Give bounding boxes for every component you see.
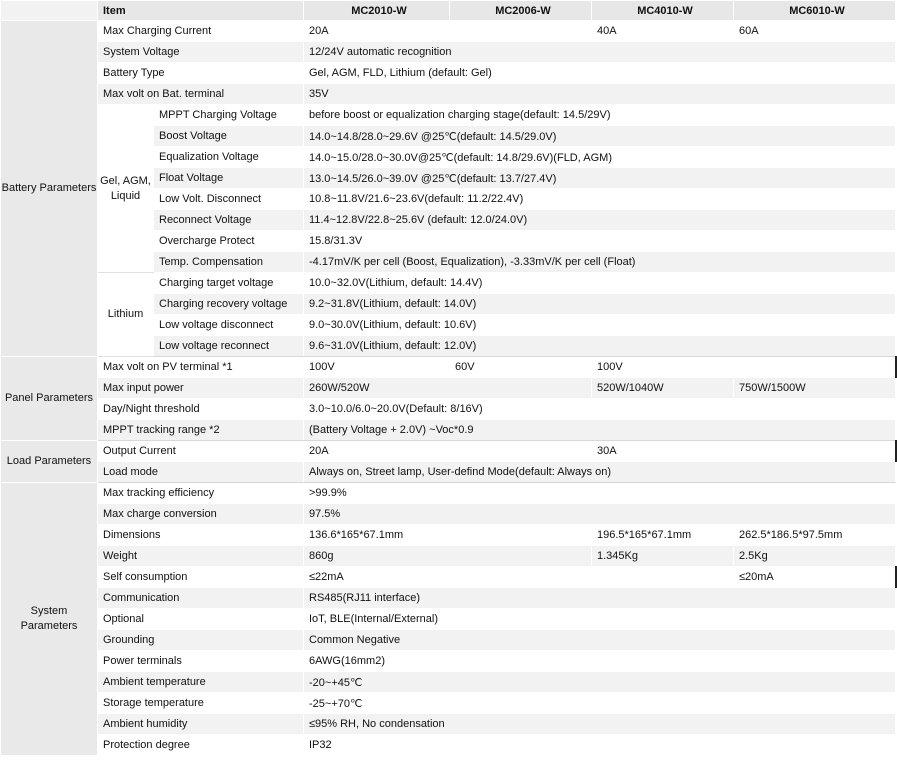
cell-value: 1.345Kg: [592, 546, 734, 567]
row-label: Max Charging Current: [98, 21, 304, 42]
group-battery: Battery Parameters: [1, 21, 98, 357]
header-model-mc2006: MC2006-W: [450, 1, 592, 21]
header-blank: [1, 1, 98, 21]
row-label: Ambient temperature: [98, 672, 304, 693]
row-label: Charging recovery voltage: [154, 294, 304, 315]
row-label: Low Volt. Disconnect: [154, 189, 304, 210]
cell-value: 196.5*165*67.1mm: [592, 525, 734, 546]
row-label: Dimensions: [98, 525, 304, 546]
cell-value: 100V: [592, 357, 896, 378]
cell-value-empty: [450, 525, 592, 546]
cell-value: 11.4~12.8V/22.8~25.6V (default: 12.0/24.0V): [304, 210, 896, 231]
table-row: [1, 462, 896, 483]
cell-value: >99.9%: [304, 483, 896, 504]
cell-value: IP32: [304, 735, 896, 756]
header-row: [1, 1, 896, 21]
table-row: [1, 42, 896, 63]
row-label: Self consumption: [98, 567, 304, 588]
cell-value: 13.0~14.5/26.0~39.0V @25℃(default: 13.7/27.4V): [304, 168, 896, 189]
row-label: Charging target voltage: [154, 273, 304, 294]
cell-value: 14.0~14.8/28.0~29.6V @25℃(default: 14.5/29.0V): [304, 126, 896, 147]
cell-value: 860g: [304, 546, 592, 567]
row-label: Temp. Compensation: [154, 252, 304, 273]
table-row: [1, 693, 896, 714]
table-row: [1, 84, 896, 105]
row-label: Battery Type: [98, 63, 304, 84]
cell-value: 30A: [592, 441, 896, 462]
table-row: [1, 105, 896, 126]
row-label: Equalization Voltage: [154, 147, 304, 168]
cell-value: 100V: [304, 357, 450, 378]
row-label: Power terminals: [98, 651, 304, 672]
cell-value: Gel, AGM, FLD, Lithium (default: Gel): [304, 63, 896, 84]
table-row: [1, 735, 896, 756]
table-row: [1, 651, 896, 672]
row-label: Output Current: [98, 441, 304, 462]
cell-value: ≤95% RH, No condensation: [304, 714, 896, 735]
cell-value: 20A: [304, 21, 592, 42]
row-label: Communication: [98, 588, 304, 609]
cell-value: 14.0~15.0/28.0~30.0V@25℃(default: 14.8/29.6V)(FLD, AGM): [304, 147, 896, 168]
cell-value: -20~+45℃: [304, 672, 896, 693]
table-row: [1, 441, 896, 462]
row-label: MPPT Charging Voltage: [154, 105, 304, 126]
row-label: Max volt on Bat. terminal: [98, 84, 304, 105]
group-panel: Panel Parameters: [1, 357, 98, 441]
row-label: Optional: [98, 609, 304, 630]
row-label: Grounding: [98, 630, 304, 651]
cell-value: 262.5*186.5*97.5mm: [734, 525, 896, 546]
header-model-mc2010: MC2010-W: [304, 1, 450, 21]
table-row: [1, 630, 896, 651]
cell-value: ≤22mA: [304, 567, 734, 588]
cell-value: 9.6~31.0V(Lithium, default: 12.0V): [304, 336, 896, 357]
row-label: Max tracking efficiency: [98, 483, 304, 504]
header-model-mc6010: MC6010-W: [734, 1, 896, 21]
group-system: System Parameters: [1, 483, 98, 756]
table-row: [1, 21, 896, 42]
table-row: [1, 672, 896, 693]
cell-value: Always on, Street lamp, User-defind Mode(default: Always on): [304, 462, 896, 483]
subgroup-lithium: Lithium: [98, 273, 154, 357]
row-label: Reconnect Voltage: [154, 210, 304, 231]
cell-value: -4.17mV/K per cell (Boost, Equalization), -3.33mV/K per cell (Float): [304, 252, 896, 273]
table-row: [1, 399, 896, 420]
row-label: Low voltage reconnect: [154, 336, 304, 357]
row-label: Protection degree: [98, 735, 304, 756]
row-label: Low voltage disconnect: [154, 315, 304, 336]
cell-value: 35V: [304, 84, 896, 105]
table-row: [1, 504, 896, 525]
cell-value: 15.8/31.3V: [304, 231, 896, 252]
cell-value: 60A: [734, 21, 896, 42]
cell-value: 6AWG(16mm2): [304, 651, 896, 672]
row-label: Ambient humidity: [98, 714, 304, 735]
row-label: Load mode: [98, 462, 304, 483]
table-row: [1, 714, 896, 735]
subgroup-gel-agm-liquid: Gel, AGM, Liquid: [98, 105, 154, 273]
cell-value: before boost or equalization charging stage(default: 14.5/29V): [304, 105, 896, 126]
cell-value: -25~+70℃: [304, 693, 896, 714]
table-row: [1, 609, 896, 630]
header-item: Item: [98, 1, 304, 21]
table-row: [1, 273, 896, 294]
cell-value: 9.0~30.0V(Lithium, default: 10.6V): [304, 315, 896, 336]
cell-value: ≤20mA: [734, 567, 896, 588]
row-label: Max input power: [98, 378, 304, 399]
row-label: Storage temperature: [98, 693, 304, 714]
cell-value: 750W/1500W: [734, 378, 896, 399]
row-label: Weight: [98, 546, 304, 567]
group-load: Load Parameters: [1, 441, 98, 483]
cell-value: RS485(RJ11 interface): [304, 588, 896, 609]
cell-value: IoT, BLE(Internal/External): [304, 609, 896, 630]
cell-value: 2.5Kg: [734, 546, 896, 567]
row-label: MPPT tracking range *2: [98, 420, 304, 441]
table-row: [1, 567, 896, 588]
row-label: Boost Voltage: [154, 126, 304, 147]
table-row: [1, 420, 896, 441]
row-label: Max charge conversion: [98, 504, 304, 525]
cell-value: 9.2~31.8V(Lithium, default: 14.0V): [304, 294, 896, 315]
table-row: [1, 378, 896, 399]
row-label: System Voltage: [98, 42, 304, 63]
cell-value: 136.6*165*67.1mm: [304, 525, 450, 546]
row-label: Float Voltage: [154, 168, 304, 189]
table-row: [1, 546, 896, 567]
cell-value: 97.5%: [304, 504, 896, 525]
cell-value: 520W/1040W: [592, 378, 734, 399]
cell-value: (Battery Voltage + 2.0V) ~Voc*0.9: [304, 420, 896, 441]
row-label: Day/Night threshold: [98, 399, 304, 420]
cell-value: 12/24V automatic recognition: [304, 42, 896, 63]
table-row: [1, 588, 896, 609]
header-model-mc4010: MC4010-W: [592, 1, 734, 21]
table-row: [1, 63, 896, 84]
row-label: Overcharge Protect: [154, 231, 304, 252]
table-row: [1, 357, 896, 378]
cell-value: 10.8~11.8V/21.6~23.6V(default: 11.2/22.4V): [304, 189, 896, 210]
table-row: [1, 483, 896, 504]
cell-value: 40A: [592, 21, 734, 42]
cell-value: 3.0~10.0/6.0~20.0V(Default: 8/16V): [304, 399, 896, 420]
cell-value: 20A: [304, 441, 592, 462]
cell-value: 260W/520W: [304, 378, 592, 399]
cell-value: Common Negative: [304, 630, 896, 651]
cell-value: 60V: [450, 357, 592, 378]
table-row: [1, 525, 896, 546]
row-label: Max volt on PV terminal *1: [98, 357, 304, 378]
cell-value: 10.0~32.0V(Lithium, default: 14.4V): [304, 273, 896, 294]
